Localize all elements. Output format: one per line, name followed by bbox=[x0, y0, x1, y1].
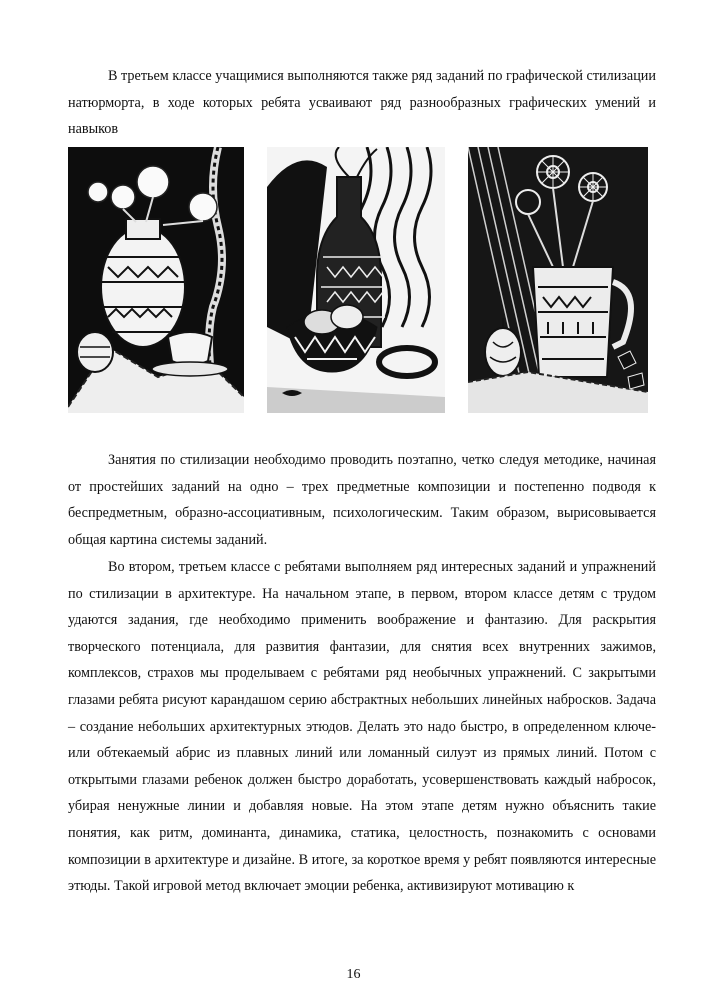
paragraph-stylization-stages: Занятия по стилизации необходимо проводить поэтапно, четко следуя методике, начиная от простейших заданий на одно – трех предметные композиции и постепенно подводя к беспредметным, образно-ассоциативным, психологическим. Таким образом, вырисовывается общая картина системы заданий. bbox=[68, 452, 656, 548]
paragraph-architecture-exercises: Во втором, третьем классе с ребятами выполняем ряд интересных заданий и упражнений по стилизации в архитектуре. На начальном этапе, в первом, втором классе детям с трудом удаются задания, где необходимо применить воображение и фантазию. Для раскрытия творческого потенциала, для развития фантазии, для снятия всех внутренних зажимов, комплексов, страхов мы проделываем с ребятами ряд необычных упражнений. С закрытыми глазами ребята рисуют карандашом серию абстрактных небольших линейных набросков. Задача – создание небольших архитектурных этюдов. Делать это надо быстро, в определенном ключе- или обтекаемый абрис из плавных линий или ломанный силуэт из прямых линий. Потом с открытыми глазами ребенок должен быстро доработать, усовершенствовать каждый набросок, убирая ненужные линии и добавляя новые. На этом этапе детям нужно объяснить такие понятия, как ритм, доминанта, динамика, статика, целостность, познакомить с основами композиции в архитектуре и дизайне. В итоге, за короткое время у ребят появляются интересные этюды. Такой игровой метод включает эмоции ребенка, активизируют мотивацию к bbox=[68, 559, 656, 895]
paragraph-intro: В третьем классе учащимися выполняются также ряд заданий по графической стилизации натюрморта, в ходе которых ребята усваивают ряд разнообразных графических умений и навыков bbox=[68, 68, 656, 138]
page-number: 16 bbox=[346, 967, 361, 982]
still-life-drawing-vase bbox=[68, 147, 244, 413]
still-life-drawing-bottle bbox=[267, 147, 445, 413]
still-life-drawing-jug bbox=[468, 147, 648, 413]
